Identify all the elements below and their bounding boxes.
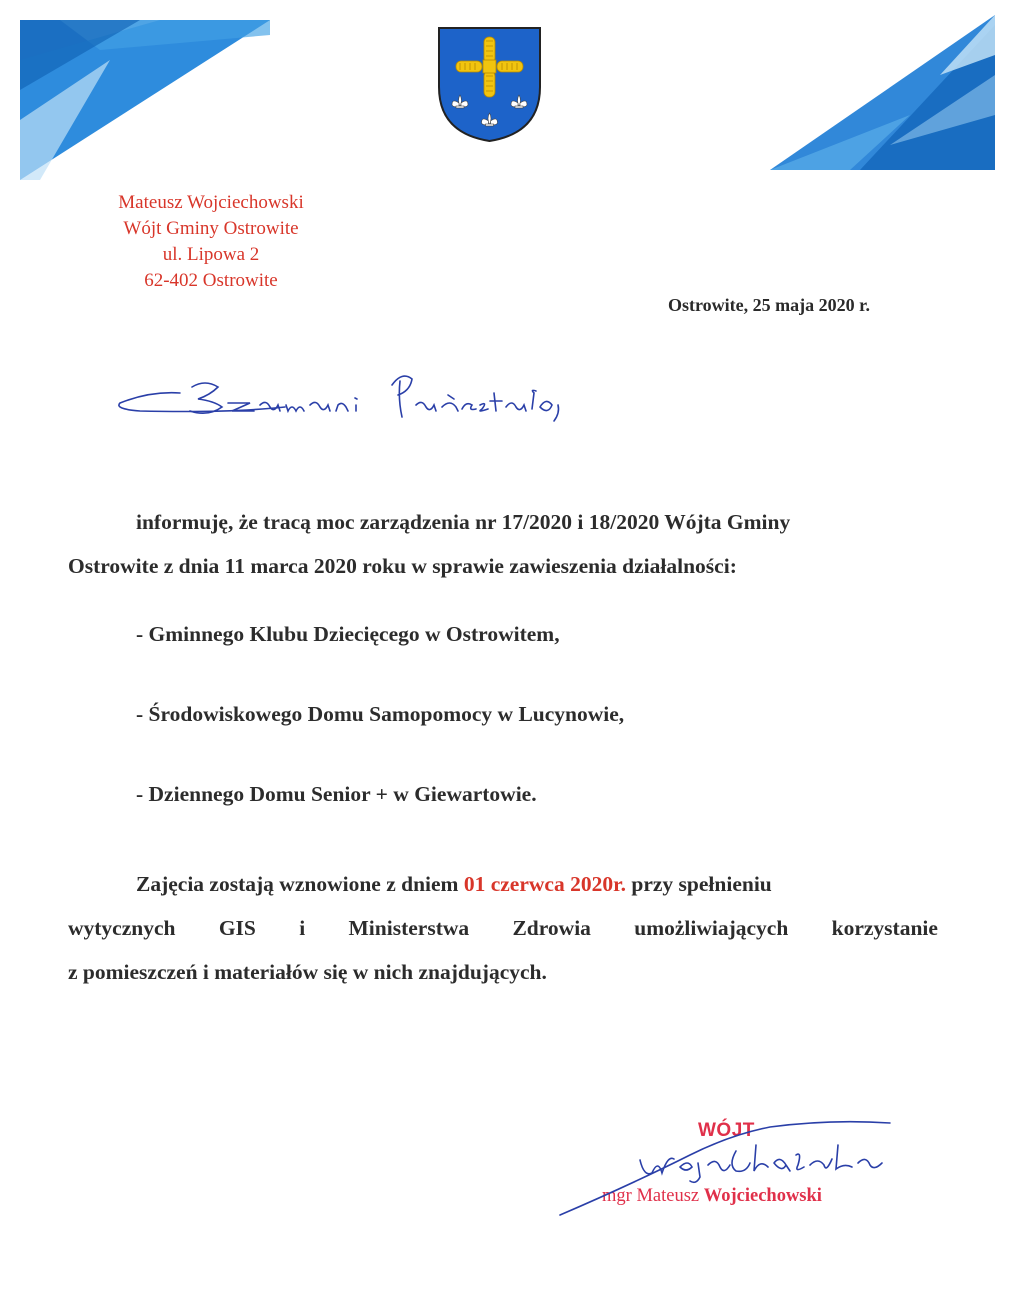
paragraph-line: Ostrowite z dnia 11 marca 2020 roku w sprawie zawieszenia działalności:	[68, 554, 737, 578]
sender-street: ul. Lipowa 2	[162, 244, 260, 265]
stamp-prefix: mgr	[602, 1186, 632, 1206]
word: i	[299, 916, 306, 940]
sender-name: Mateusz Wojciechowski	[118, 192, 304, 213]
corner-decoration-right	[770, 15, 995, 170]
paragraph-line: informuję, że tracą moc zarządzenia nr 17/2020 i 18/2020 Wójta Gminy	[136, 510, 791, 534]
corner-decoration-left	[20, 20, 270, 180]
word: wytycznych	[68, 916, 176, 940]
sender-title: Wójt Gminy Ostrowite	[123, 218, 299, 239]
handwritten-signature	[540, 1115, 910, 1225]
text-segment: Zajęcia zostają wznowione z dniem	[136, 872, 459, 896]
stamp-first-name: Mateusz	[636, 1186, 700, 1206]
word: Zdrowia	[512, 916, 591, 940]
word: umożliwiających	[634, 916, 789, 940]
sender-postal: 62-402 Ostrowite	[144, 270, 278, 291]
word: Ministerstwa	[348, 916, 470, 940]
paragraph-announcement	[68, 500, 938, 588]
paragraph-line	[68, 862, 938, 906]
paragraph-resumption	[68, 862, 938, 994]
stamp-title: WÓJT	[698, 1120, 755, 1141]
list-item: - Gminnego Klubu Dziecięcego w Ostrowitem,	[136, 622, 560, 646]
resumption-date: 01 czerwca 2020r.	[463, 872, 627, 896]
paragraph-line: z pomieszczeń i materiałów się w nich znajdujących.	[68, 960, 547, 984]
word: korzystanie	[831, 916, 938, 940]
list-item: - Dziennego Domu Senior + w Giewartowie.	[136, 782, 537, 806]
sender-block	[80, 190, 342, 294]
text-segment: przy spełnieniu	[631, 872, 772, 896]
list-item: - Środowiskowego Domu Samopomocy w Lucynowie,	[136, 702, 625, 726]
stamp-surname: Wojciechowski	[703, 1186, 822, 1206]
word: GIS	[218, 916, 256, 940]
paragraph-line	[68, 906, 938, 950]
handwritten-greeting	[110, 365, 650, 445]
coat-of-arms-icon	[436, 25, 543, 143]
letter-date: Ostrowite, 25 maja 2020 r.	[668, 295, 870, 315]
